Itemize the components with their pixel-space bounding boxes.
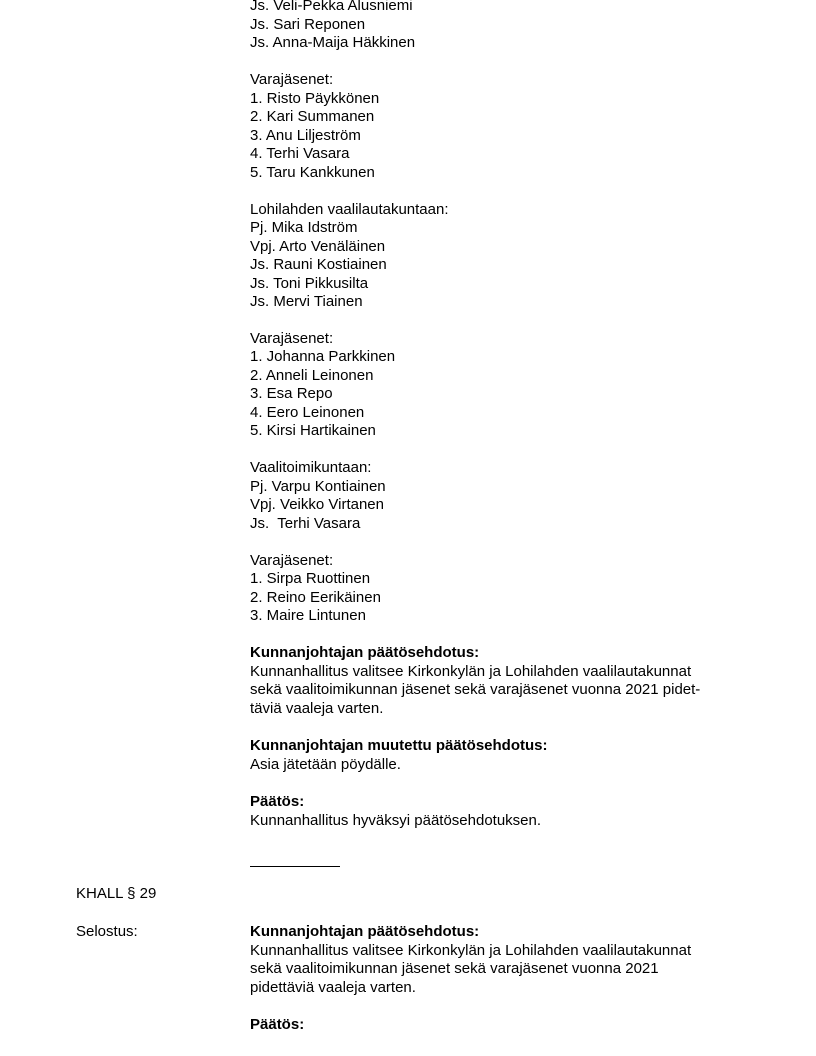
side-label: Selostus:	[76, 923, 138, 940]
deputy-line: 2. Anneli Leinonen	[250, 366, 374, 384]
member-line: Js. Rauni Kostiainen	[250, 256, 387, 273]
member-line: Vpj. Arto Venäläinen	[250, 237, 386, 255]
deputy-line: 5. Kirsi Hartikainen	[250, 422, 376, 439]
proposal-text-line: sekä vaalitoimikunnan jäsenet sekä varajäsenet vuonna 2021	[250, 960, 659, 977]
proposal-text-line: sekä vaalitoimikunnan jäsenet sekä varajäsenet vuonna 2021 pidet-	[250, 681, 701, 698]
member-line: Js. Anna-Maija Häkkinen	[250, 34, 416, 51]
deputy-line: 3. Esa Repo	[250, 385, 333, 402]
member-line: Pj. Varpu Kontiainen	[250, 477, 386, 495]
member-line: Js. Veli-Pekka Alusniemi	[250, 0, 413, 14]
section-divider	[250, 866, 340, 867]
deputy-line: 2. Reino Eerikäinen	[250, 588, 381, 606]
deputies-heading: Varajäsenet:	[250, 330, 334, 347]
section-label: KHALL § 29	[76, 885, 157, 902]
deputies-heading: Varajäsenet:	[250, 551, 334, 569]
proposal-text-line: täviä vaaleja varten.	[250, 699, 384, 717]
amended-proposal-text: Asia jätetään pöydälle.	[250, 755, 401, 773]
proposal-text-line: pidettäviä vaaleja varten.	[250, 978, 416, 996]
deputy-line: 1. Johanna Parkkinen	[250, 348, 396, 365]
decision-heading: Päätös:	[250, 793, 305, 810]
member-line: Js. Sari Reponen	[250, 15, 366, 33]
deputy-line: 5. Taru Kankkunen	[250, 163, 375, 181]
member-line: Pj. Mika Idström	[250, 219, 358, 236]
committee-heading: Vaalitoimikuntaan:	[250, 459, 372, 476]
proposal-heading: Kunnanjohtajan päätösehdotus:	[250, 644, 480, 661]
deputies-heading: Varajäsenet:	[250, 71, 334, 88]
proposal-text-line: Kunnanhallitus valitsee Kirkonkylän ja Lohilahden vaalilautakunnat	[250, 662, 692, 680]
deputy-line: 4. Eero Leinonen	[250, 403, 365, 421]
member-line: Js. Terhi Vasara	[250, 514, 361, 532]
deputy-line: 4. Terhi Vasara	[250, 145, 350, 162]
decision-heading: Päätös:	[250, 1016, 305, 1033]
deputy-line: 3. Anu Liljeström	[250, 126, 361, 144]
member-line: Js. Toni Pikkusilta	[250, 274, 369, 292]
decision-text: Kunnanhallitus hyväksyi päätösehdotuksen.	[250, 811, 542, 829]
proposal-text-line: Kunnanhallitus valitsee Kirkonkylän ja Lohilahden vaalilautakunnat	[250, 941, 692, 959]
committee-heading: Lohilahden vaalilautakuntaan:	[250, 200, 449, 218]
deputy-line: 2. Kari Summanen	[250, 108, 375, 125]
deputy-line: 3. Maire Lintunen	[250, 607, 366, 624]
member-line: Js. Mervi Tiainen	[250, 293, 363, 310]
deputy-line: 1. Risto Päykkönen	[250, 89, 380, 107]
amended-proposal-heading: Kunnanjohtajan muutettu päätösehdotus:	[250, 737, 548, 754]
deputy-line: 1. Sirpa Ruottinen	[250, 570, 371, 587]
proposal-heading: Kunnanjohtajan päätösehdotus:	[250, 923, 480, 940]
member-line: Vpj. Veikko Virtanen	[250, 496, 384, 513]
